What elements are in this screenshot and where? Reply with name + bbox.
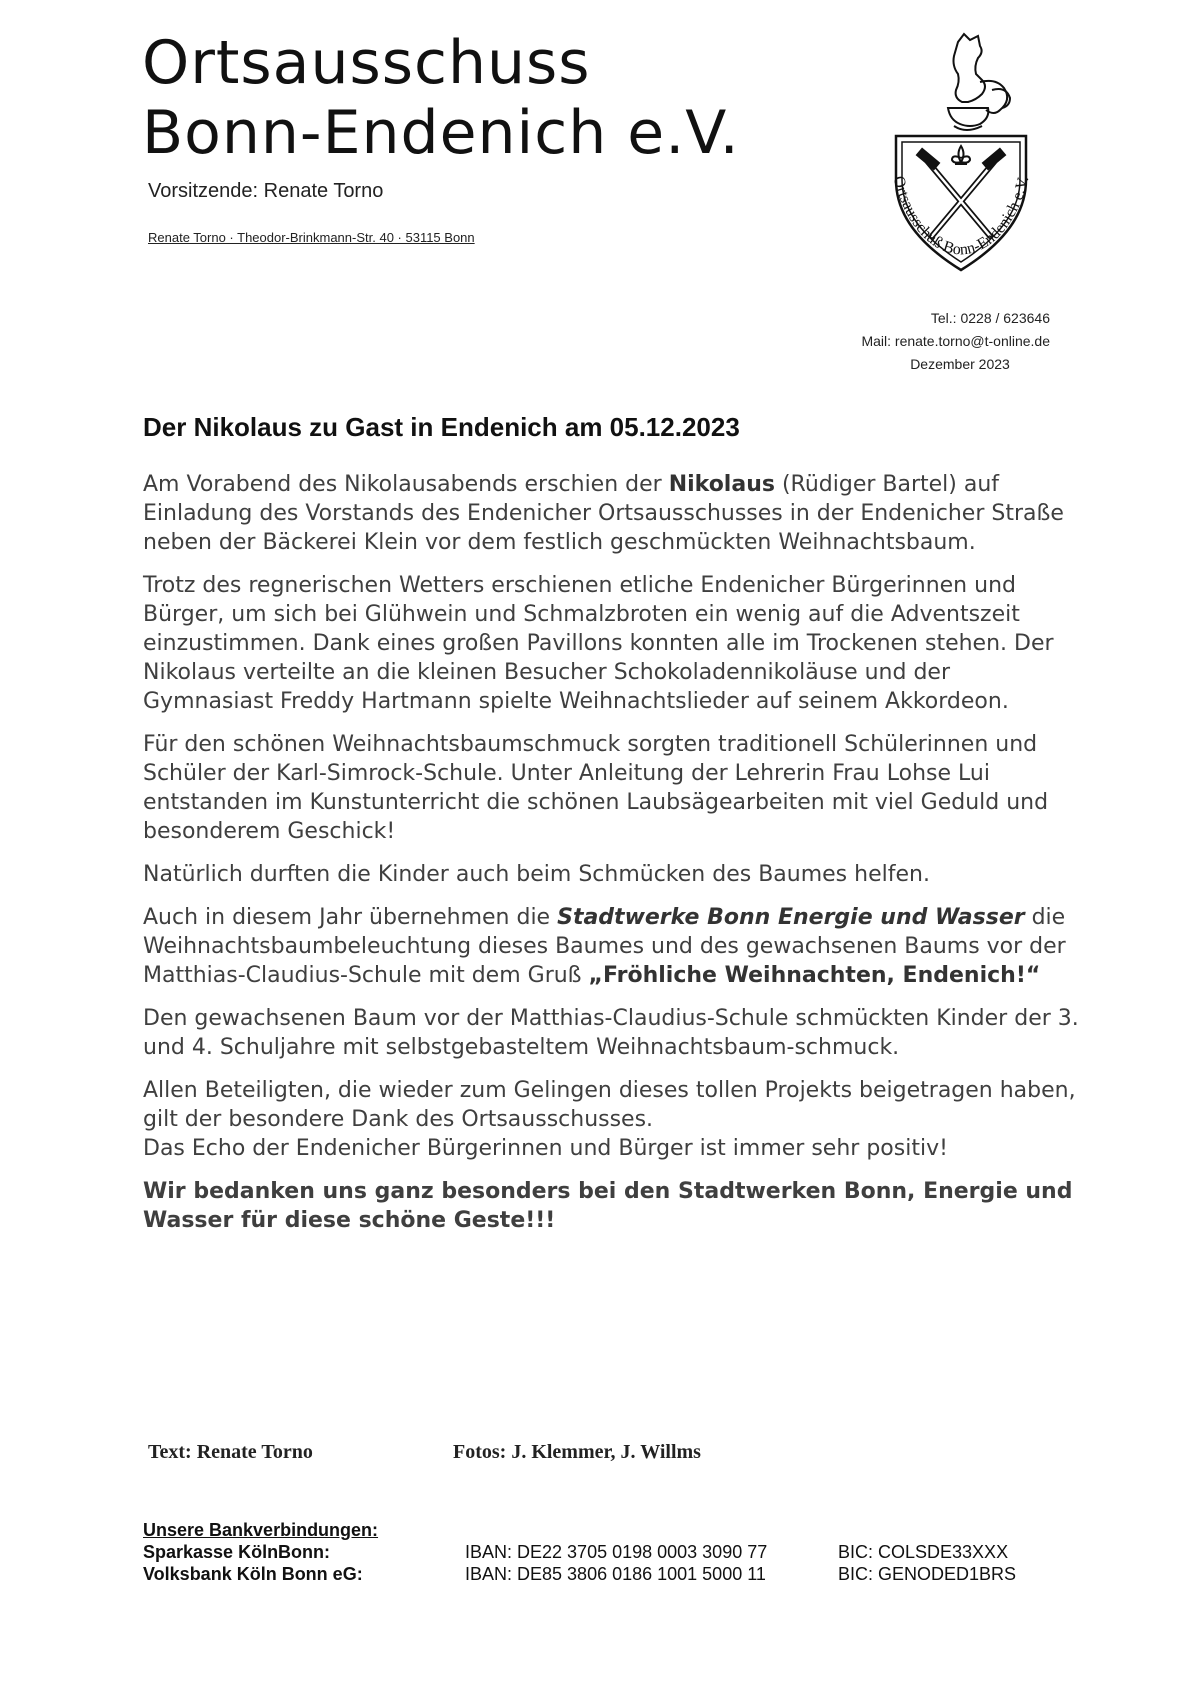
bank-iban: IBAN: DE22 3705 0198 0003 3090 77 xyxy=(465,1542,768,1562)
organization-title-line2: Bonn-Endenich e.V. xyxy=(142,98,740,168)
bank-details xyxy=(143,1519,1063,1585)
bank-row xyxy=(143,1563,1063,1585)
paragraph-7: Allen Beteiligten, die wieder zum Gelingen dieses tollen Projekts beigetragen haben, gilt der besondere Dank des Ortsausschusses. Das Echo der Endenicher Bürgerinnen und Bürger ist immer sehr positiv! xyxy=(143,1078,1076,1161)
coat-of-arms-logo xyxy=(870,30,1060,290)
phone-number: Tel.: 0228 / 623646 xyxy=(930,310,1050,326)
letter-date: Dezember 2023 xyxy=(910,356,1010,372)
paragraph-6: Den gewachsenen Baum vor der Matthias-Claudius-Schule schmückten Kinder der 3. und 4. Schuljahre mit selbstgebasteltem Weihnachtsbaum-schmuck. xyxy=(143,1006,1079,1060)
paragraph-4: Natürlich durften die Kinder auch beim Schmücken des Baumes helfen. xyxy=(143,862,930,887)
chairperson: Vorsitzende: Renate Torno xyxy=(148,180,384,202)
photo-credit: Fotos: J. Klemmer, J. Willms xyxy=(453,1441,701,1463)
crest-caption: Ortsausschuß Bonn-Endenich e.V. xyxy=(889,174,1033,259)
organization-title-line1: Ortsausschuss xyxy=(142,28,591,98)
closing-statement: Wir bedanken uns ganz besonders bei den Stadtwerken Bonn, Energie und Wasser für diese schöne Geste!!! xyxy=(143,1179,1073,1233)
emphasis-nikolaus: Nikolaus xyxy=(668,472,775,497)
bank-name: Volksbank Köln Bonn eG: xyxy=(143,1564,363,1584)
sender-address: Renate Torno · Theodor-Brinkmann-Str. 40 · 53115 Bonn xyxy=(148,230,475,245)
bank-row xyxy=(143,1541,1063,1563)
bank-bic: BIC: COLSDE33XXX xyxy=(838,1542,1009,1562)
paragraph-1: Am Vorabend des Nikolausabends erschien der Nikolaus (Rüdiger Bartel) auf Einladung des Vorstands des Endenicher Ortsausschusses in der Endenicher Straße neben der Bäckerei Klein vor dem festlich geschmückten Weihnachtsbaum. xyxy=(143,472,1064,555)
text-credit: Text: Renate Torno xyxy=(148,1441,313,1463)
organization-title xyxy=(142,28,740,168)
bank-iban: IBAN: DE85 3806 0186 1001 5000 11 xyxy=(465,1564,766,1584)
contact-block xyxy=(820,307,1050,376)
emphasis-stadtwerke: Stadtwerke Bonn Energie und Wasser xyxy=(557,905,1025,930)
bank-bic: BIC: GENODED1BRS xyxy=(838,1564,1017,1584)
article-body xyxy=(143,470,1083,1249)
paragraph-5: Auch in diesem Jahr übernehmen die Stadtwerke Bonn Energie und Wasser die Weihnachtsbaumbeleuchtung dieses Baumes und des gewachsenen Baums vor der Matthias-Claudius-Schule mit dem Gruß „Fröhliche Weihnachten, Endenich!“ xyxy=(143,905,1066,988)
paragraph-2: Trotz des regnerischen Wetters erschienen etliche Endenicher Bürgerinnen und Bürger, um sich bei Glühwein und Schmalzbroten ein wenig auf die Adventszeit einzustimmen. Dank eines großen Pavillons konnten alle im Trockenen stehen. Der Nikolaus verteilte an die kleinen Besucher Schokoladennikoläuse und der Gymnasiast Freddy Hartmann spielte Weihnachtslieder auf seinem Akkordeon. xyxy=(143,573,1054,714)
article-headline: Der Nikolaus zu Gast in Endenich am 05.12.2023 xyxy=(143,412,740,442)
emphasis-greeting: „Fröhliche Weihnachten, Endenich!“ xyxy=(588,963,1041,988)
email-address: Mail: renate.torno@t-online.de xyxy=(861,333,1050,349)
paragraph-3: Für den schönen Weihnachtsbaumschmuck sorgten traditionell Schülerinnen und Schüler der Karl-Simrock-Schule. Unter Anleitung der Lehrerin Frau Lohse Lui entstanden im Kunstunterricht die schönen Laubsägearbeiten mit viel Geduld und besonderem Geschick! xyxy=(143,732,1049,844)
bank-heading: Unsere Bankverbindungen: xyxy=(143,1520,379,1540)
bank-name: Sparkasse KölnBonn: xyxy=(143,1542,331,1562)
